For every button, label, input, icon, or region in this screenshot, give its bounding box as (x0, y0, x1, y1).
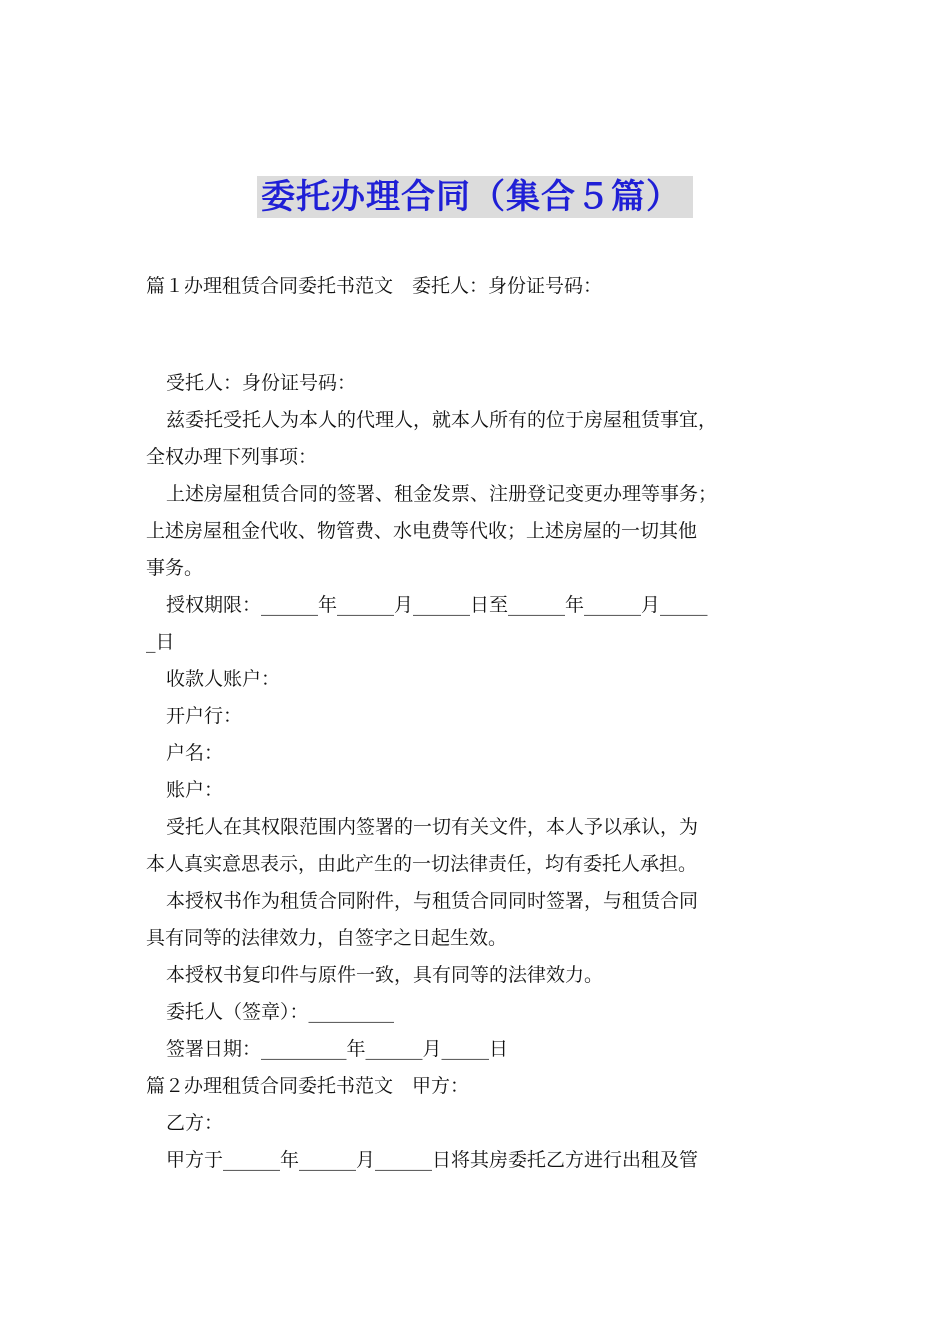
text-line: 本授权书作为租赁合同附件，与租赁合同同时签署，与租赁合同 (166, 890, 699, 912)
text-line: 授权期限：______年______月______日至______年______月_____ (166, 594, 708, 616)
text-line: 本授权书复印件与原件一致，具有同等的法律效力。 (166, 964, 604, 986)
text-line: 全权办理下列事项： (146, 446, 318, 468)
text-line: 本人真实意思表示，由此产生的一切法律责任，均有委托人承担。 (146, 853, 698, 875)
document-body (146, 268, 818, 1179)
text-line: 具有同等的法律效力，自签字之日起生效。 (146, 927, 508, 949)
paragraph-gap (146, 305, 818, 365)
text-line: 篇２办理租赁合同委托书范文 甲方： (146, 1075, 470, 1097)
title-container (0, 176, 950, 218)
text-line: 开户行： (166, 705, 243, 727)
document-title: 委托办理合同（集合５篇） (257, 176, 693, 218)
text-line: 委托人（签章）：_________ (166, 1001, 395, 1023)
text-line: 户名： (166, 742, 224, 764)
text-line: 收款人账户： (166, 668, 281, 690)
text-line: 兹委托受托人为本人的代理人，就本人所有的位于房屋租赁事宜， (166, 409, 718, 431)
text-line: 受托人：身份证号码： (166, 372, 357, 394)
text-line: 甲方于______年______月______日将其房委托乙方进行出租及管 (166, 1149, 699, 1171)
text-line: 上述房屋租赁合同的签署、租金发票、注册登记变更办理等事务； (166, 483, 718, 505)
text-line: 账户： (166, 779, 224, 801)
text-line: _日 (146, 631, 175, 653)
text-line: 签署日期：_________年______月_____日 (166, 1038, 509, 1060)
text-line: 乙方： (166, 1112, 224, 1134)
text-line: 受托人在其权限范围内签署的一切有关文件，本人予以承认，为 (166, 816, 699, 838)
text-line: 事务。 (146, 557, 204, 579)
text-line: 篇１办理租赁合同委托书范文 委托人：身份证号码： (146, 275, 603, 297)
text-line: 上述房屋租金代收、物管费、水电费等代收；上述房屋的一切其他 (146, 520, 698, 542)
